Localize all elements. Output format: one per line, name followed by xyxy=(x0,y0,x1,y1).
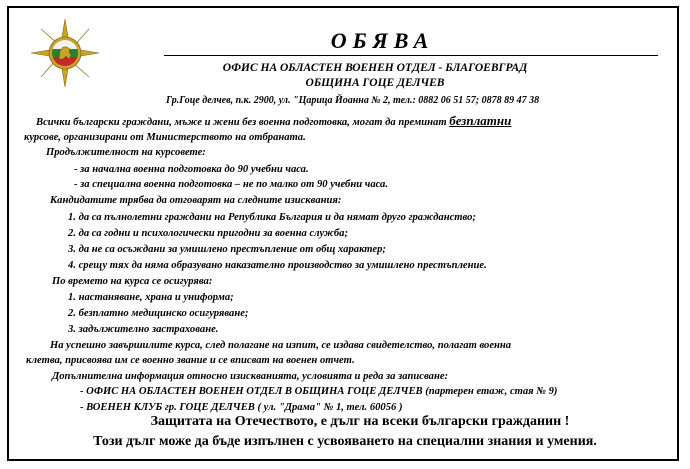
duration-item: - за начална военна подготовка до 90 учебни часа. xyxy=(74,164,309,175)
info-heading: Допълнителна информация относно изискванията, условията и реда за записване: xyxy=(52,371,449,382)
requirements-heading: Кандидатите трябва да отговарят на следните изисквания: xyxy=(50,195,342,206)
provided-heading: По времето на курса се осигурява: xyxy=(52,276,213,287)
completion-line-2: клетва, присвоява им се военно звание и се вписват на военен отчет. xyxy=(26,355,355,366)
requirement-item: 1. да са пълнолетни граждани на Република България и да нямат друго гражданство; xyxy=(68,212,476,223)
intro-line-1 xyxy=(36,113,511,130)
info-item: - ВОЕНЕН КЛУБ гр. ГОЦЕ ДЕЛЧЕВ ( ул. "Драма" № 1, тел. 60056 ) xyxy=(80,402,403,413)
provided-item: 1. настаняване, храна и униформа; xyxy=(68,292,234,303)
requirement-item: 4. срещу тях да няма образувано наказателно производство за умишлено престъпление. xyxy=(68,260,487,271)
closing-line-2: Този дълг може да бъде изпълнен с усвояването на специални знания и умения. xyxy=(93,434,597,449)
intro-text: Всички български граждани, мъже и жени без военна подготовка, могат да преминат xyxy=(36,117,450,128)
intro-line-2: курсове, организирани от Министерството на отбраната. xyxy=(24,132,306,143)
office-address: Гр.Гоце делчев, п.к. 2900, ул. "Царица Йоанна № 2, тел.: 0882 06 51 57; 0878 89 47 38 xyxy=(166,95,540,106)
requirement-item: 2. да са годни и психологически пригодни за военна служба; xyxy=(68,228,348,239)
info-item: - ОФИС НА ОБЛАСТЕН ВОЕНЕН ОТДЕЛ В ОБЩИНА ГОЦЕ ДЕЛЧЕВ (партерен етаж, стая № 9) xyxy=(80,386,558,397)
title-underline xyxy=(164,55,658,56)
free-emphasis: безплатни xyxy=(449,113,512,128)
closing-line-1: Защитата на Отечеството, е дълг на всеки български гражданин ! xyxy=(150,414,570,429)
duration-item: - за специална военна подготовка – не по малко от 90 учебни часа. xyxy=(74,179,388,190)
provided-item: 3. задължително застраховане. xyxy=(68,324,219,335)
notice-title: ОБЯВА xyxy=(330,28,435,53)
office-name: ОФИС НА ОБЛАСТЕН ВОЕНЕН ОТДЕЛ - БЛАГОЕВГРАД xyxy=(222,62,528,74)
requirement-item: 3. да не са осъждани за умишлено престъпление от общ характер; xyxy=(68,244,386,255)
duration-heading: Продължителност на курсовете: xyxy=(46,147,206,158)
provided-item: 2. безплатно медицинско осигуряване; xyxy=(68,308,249,319)
completion-line-1: На успешно завършилите курса, след полагане на изпит, се издава свидетелство, полагат военна xyxy=(50,340,512,351)
municipality-name: ОБЩИНА ГОЦЕ ДЕЛЧЕВ xyxy=(305,77,445,89)
